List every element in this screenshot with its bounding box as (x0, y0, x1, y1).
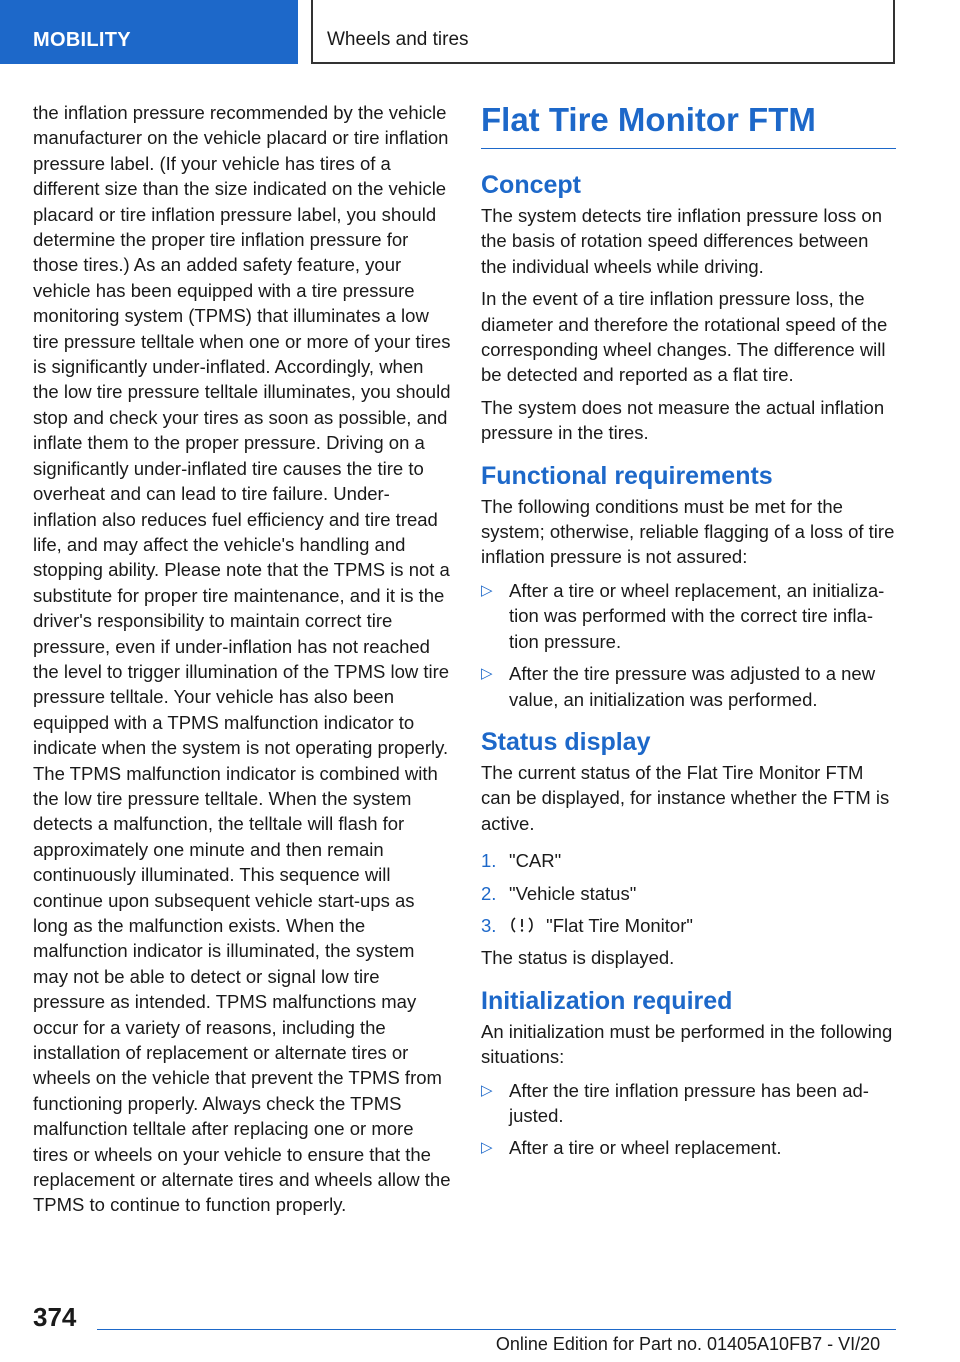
left-column (33, 100, 451, 1225)
functional-requirements-list (481, 578, 896, 712)
concept-paragraph: In the event of a tire inflation pressure loss, the diameter and therefore the rotational speed of the corresponding wheel changes. The difference will be detected and reported as a flat tire. (481, 288, 888, 386)
chapter-tab: Wheels and tires (311, 0, 895, 64)
list-item-text: After a tire or wheel replacement, an initialization was performed with the correct tire inflation pressure. (509, 579, 885, 652)
tire-pressure-warning-icon (509, 915, 535, 935)
functional-requirements-heading: Functional requirements (481, 461, 773, 490)
step-text: "Vehicle status" (509, 882, 637, 904)
list-item-text: After the tire inflation pressure has been adjusted. (509, 1079, 869, 1126)
concept-paragraph: The system detects tire inflation pressure loss on the basis of rotation speed differences between the individual wheels while driving. (481, 205, 883, 277)
bullet-triangle-icon: ▷ (481, 1139, 493, 1157)
step-number: 1. (481, 850, 497, 872)
step-item (481, 848, 896, 873)
page-number: 374 (33, 1302, 77, 1332)
initialization-required-heading: Initialization required (481, 986, 733, 1015)
status-display-intro: The current status of the Flat Tire Monitor FTM can be displayed, for instance whether the FTM is active. (481, 761, 890, 834)
tpms-paragraph: the inflation pressure recommended by the vehicle manufacturer on the vehicle placard or tire inflation pressure label. (If your vehicle has tires of a different size than the size indicated on the vehicle placard or tire inflation pressure label, you should determine the proper tire inflation pressure for those tires.) As an added safety feature, your vehicle has been equipped with a tire pressure monitoring system (TPMS) that illuminates a low tire pressure telltale when one or more of your tires is significantly under-inflated. Accordingly, when the low tire pressure telltale illuminates, you should stop and check your tires as soon as possible, and inflate them to the proper pressure. Driving on a significantly under-inflated tire causes the tire to overheat and can lead to tire failure. Under-inflation also reduces fuel efficiency and tire tread life, and may affect the vehicle's handling and stopping ability. Please note that the TPMS is not a substitute for proper tire maintenance, and it is the driver's responsibility to maintain correct tire pressure, even if under-inflation has not reached the level to trigger illumination of the TPMS low tire pressure telltale. Your vehicle has also been equipped with a TPMS malfunction indicator to indicate when the system is not operating properly. The TPMS malfunction indicator is combined with the low tire pressure telltale. When the system detects a malfunction, the telltale will flash for approximately one minute and then remain continuously illuminated. This sequence will continue upon subsequent vehicle start-ups as long as the malfunction exists. When the malfunction indicator is illuminated, the system may not be able to detect or signal low tire pressure as intended. TPMS malfunctions may occur for a variety of reasons, including the installation of replacement or alternate tires or wheels on the vehicle that prevent the TPMS from functioning properly. Always check the TPMS malfunction telltale after replacing one or more tires or wheels on your vehicle to ensure that the replacement or alternate tires and wheels allow the TPMS to continue to function properly. (33, 102, 451, 1216)
step-number: 2. (481, 882, 497, 904)
initialization-required-intro: An initialization must be performed in the following situations: (481, 1020, 893, 1068)
list-item (481, 578, 896, 654)
functional-requirements-intro: The following conditions must be met for the system; otherwise, reliable flagging of a loss of tire inflation pressure is not assured: (481, 495, 895, 568)
step-item (481, 881, 896, 906)
step-item (481, 913, 896, 938)
bullet-triangle-icon: ▷ (481, 1081, 493, 1099)
edition-note: Online Edition for Part no. 01405A10FB7 - VI/20 (495, 1334, 881, 1354)
concept-heading: Concept (481, 171, 581, 199)
section-tab: MOBILITY (0, 0, 298, 64)
page-title: Flat Tire Monitor FTM (481, 100, 896, 149)
step-text: "Flat Tire Monitor" (546, 914, 693, 936)
list-item (481, 1078, 896, 1129)
footer-divider (97, 1329, 896, 1330)
status-display-result: The status is displayed. (481, 947, 675, 969)
concept-paragraph: The system does not measure the actual inflation pressure in the tires. (481, 396, 885, 444)
status-display-heading: Status display (481, 727, 651, 756)
list-item (481, 661, 896, 712)
page-header (0, 0, 960, 66)
step-number: 3. (481, 914, 497, 936)
status-display-steps (481, 848, 896, 938)
list-item-text: After the tire pressure was adjusted to a new value, an initialization was performed. (509, 663, 876, 710)
initialization-required-list (481, 1078, 896, 1161)
step-text: "CAR" (509, 850, 562, 872)
bullet-triangle-icon: ▷ (481, 581, 493, 599)
list-item (481, 1135, 896, 1160)
right-column (481, 100, 896, 1173)
bullet-triangle-icon: ▷ (481, 665, 493, 683)
list-item-text: After a tire or wheel replacement. (509, 1137, 782, 1159)
